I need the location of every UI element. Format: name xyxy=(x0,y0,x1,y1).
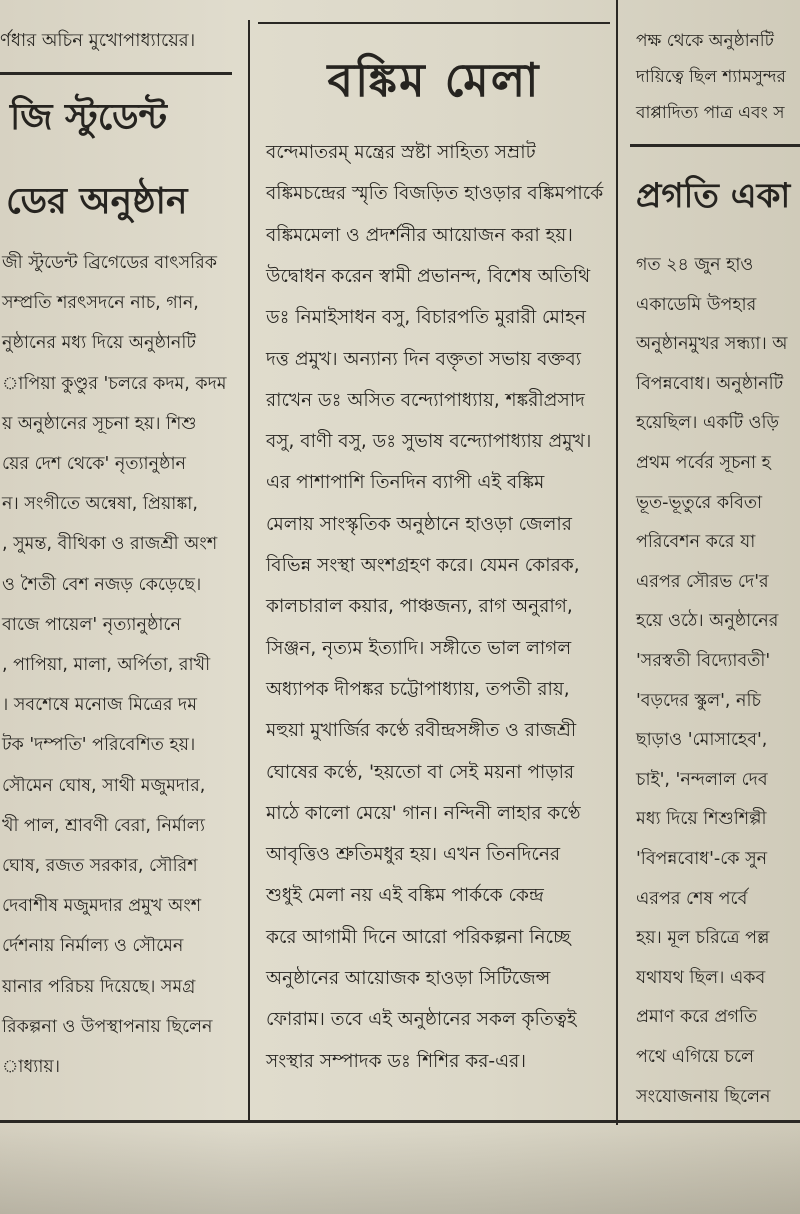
text-line: মাঠে কালো মেয়ে' গান। নন্দিনী লাহার কণ্ঠে xyxy=(266,802,581,824)
text-line: হয়েছিল। একটি ওড়ি xyxy=(636,413,780,434)
text-line: বন্দেমাতরম্ মন্ত্রের স্রষ্টা সাহিত্য সম্রাট xyxy=(266,142,536,163)
text-line: এরপর সৌরভ দে'র xyxy=(636,571,769,592)
left-headline-line-1: জি স্টুডেন্ট xyxy=(10,97,168,138)
column-rule-right xyxy=(616,0,618,1125)
text-line: ঘোষ, রজত সরকার, সৌরিশ xyxy=(2,856,198,876)
article-title: বঙ্কিম মেলা xyxy=(327,53,541,107)
text-line: 'বিপন্নবোধ'-কে সুন xyxy=(636,849,768,869)
middle-article xyxy=(258,20,610,1120)
text-line: এর পাশাপাশি তিনদিন ব্যাপী এই বঙ্কিম xyxy=(266,472,545,494)
text-line: ফোরাম। তবে এই অনুষ্ঠানের সকল কৃতিত্বই xyxy=(266,1009,577,1031)
text-line: রিকল্পনা ও উপস্থাপনায় ছিলেন xyxy=(2,1016,213,1037)
text-line: বঙ্কিমচন্দ্রের স্মৃতি বিজড়িত হাওড়ার বঙ্কিমপার্কে xyxy=(266,183,604,205)
text-line: প্রথম পর্বের সূচনা হ xyxy=(636,453,771,473)
column-rule-left xyxy=(248,20,250,1120)
text-line: মধ্য দিয়ে শিশুশিল্পী xyxy=(636,809,767,830)
text-line: য়ানার পরিচয় দিয়েছে। সমগ্র xyxy=(2,976,196,997)
text-line: ডঃ নিমাইসাধন বসু, বিচারপতি মুরারী মোহন xyxy=(266,307,586,329)
text-line: অনুষ্ঠানের আয়োজক হাওড়া সিটিজেন্স xyxy=(266,968,551,989)
text-line: পরিবেশন করে যা xyxy=(636,532,756,553)
text-line: বাজে পায়েল' নৃত্যানুষ্ঠানে xyxy=(2,614,181,635)
text-line: াপিয়া কুণ্ডুর 'চলরে কদম, কদম xyxy=(2,373,227,394)
text-line: রাখেন ডঃ অসিত বন্দ্যোপাধ্যায়, শঙ্করীপ্রসাদ xyxy=(266,389,585,411)
text-line: কালচারাল কয়ার, পাঞ্চজন্য, রাগ অনুরাগ, xyxy=(266,596,573,618)
text-line: অধ্যাপক দীপঙ্কর চট্টোপাধ্যায়, তপতী রায়, xyxy=(266,678,570,700)
text-line: ঘোষের কণ্ঠে, 'হয়তো বা সেই ময়না পাড়ার xyxy=(266,761,575,783)
text-line: একাডেমি উপহার xyxy=(636,294,757,315)
text-line: । সবশেষে মনোজ মিত্রের দম xyxy=(2,695,197,716)
text-line: র্দেশনায় নির্মাল্য ও সৌমেন xyxy=(2,936,184,957)
text-line: টক 'দম্পতি' পরিবেশিত হয়। xyxy=(2,735,196,756)
text-line: 'বড়দের স্কুল', নচি xyxy=(636,690,761,711)
text-line: পথে এগিয়ে চলে xyxy=(636,1047,755,1067)
text-line: বসু, বাণী বসু, ডঃ সুভাষ বন্দ্যোপাধ্যায় প্রমুখ। xyxy=(266,431,592,453)
text-line: বিভিন্ন সংস্থা অংশগ্রহণ করে। যেমন কোরক, xyxy=(266,555,580,576)
text-line: প্রমাণ করে প্রগতি xyxy=(636,1007,758,1028)
text-line: ন। সংগীতে অন্বেষা, প্রিয়াঙ্কা, xyxy=(2,494,198,515)
left-article xyxy=(0,0,240,1214)
text-line: , পাপিয়া, মালা, অর্পিতা, রাখী xyxy=(2,655,211,675)
text-line: , সুমন্ত, বীথিকা ও রাজশ্রী অংশ xyxy=(2,534,218,555)
text-line: সংযোজনায় ছিলেন xyxy=(636,1086,771,1107)
text-line: ভূত-ভূতুরে কবিতা xyxy=(636,492,763,513)
text-line: 'সরস্বতী বিদ্যোবতী' xyxy=(636,651,771,671)
text-line: াধ্যায়। xyxy=(2,1057,60,1077)
right-headline: প্রগতি একা xyxy=(636,176,791,216)
left-top-line: র্ণধার অচিন মুখোপাধ্যায়ের। xyxy=(0,30,196,51)
text-line: দত্ত প্রমুখ। অন্যান্য দিন বক্তৃতা সভায় বক্তব্য xyxy=(266,348,582,370)
text-line: বঙ্কিমমেলা ও প্রদর্শনীর আয়োজন করা হয়। xyxy=(266,224,573,246)
text-line: মহুয়া মুখার্জির কণ্ঠে রবীন্দ্রসঙ্গীত ও রাজশ্রী xyxy=(266,720,577,742)
text-line: পক্ষ থেকে অনুষ্ঠানটি xyxy=(636,31,774,51)
text-line: অনুষ্ঠানমুখর সন্ধ্যা। অ xyxy=(636,334,788,355)
text-line: ছাড়াও 'মোসাহেব', xyxy=(636,730,768,751)
text-line: সিঞ্জন, নৃত্যম ইত্যাদি। সঙ্গীতে ভাল লাগল xyxy=(266,637,572,659)
text-line: করে আগামী দিনে আরো পরিকল্পনা নিচ্ছে xyxy=(266,926,571,948)
text-line: য়ের দেশ থেকে' নৃত্যানুষ্ঠান xyxy=(2,454,186,474)
text-line: দায়িত্বে ছিল শ্যামসুন্দর xyxy=(636,67,786,87)
text-line: সম্প্রতি শরৎসদনে নাচ, গান, xyxy=(2,293,199,314)
text-line: য় অনুষ্ঠানের সূচনা হয়। শিশু xyxy=(2,413,197,434)
text-line: জী স্টুডেন্ট ব্রিগেডের বাৎসরিক xyxy=(2,253,218,273)
left-headline-line-2: ডের অনুষ্ঠান xyxy=(6,181,188,222)
text-line: সৌমেন ঘোষ, সাথী মজুমদার, xyxy=(2,775,206,796)
text-line: চাই', 'নন্দলাল দেব xyxy=(636,769,768,790)
text-line: নুষ্ঠানের মধ্য দিয়ে অনুষ্ঠানটি xyxy=(2,333,196,354)
text-line: হয়। মূল চরিত্রে পল্ল xyxy=(636,928,770,949)
text-line: আবৃত্তিও শ্রুতিমধুর হয়। এখন তিনদিনের xyxy=(266,844,561,866)
text-line: সংস্থার সম্পাদক ডঃ শিশির কর-এর। xyxy=(266,1050,526,1072)
text-line: বাপ্পাদিত্য পাত্র এবং স xyxy=(636,103,785,123)
text-line: যথাযথ ছিল। একব xyxy=(636,967,766,988)
right-article xyxy=(626,0,800,1214)
text-line: বিপন্নবোধ। অনুষ্ঠানটি xyxy=(636,373,784,394)
text-line: খী পাল, শ্রাবণী বেরা, নির্মাল্য xyxy=(2,815,205,836)
page-shadow xyxy=(0,1120,800,1214)
text-line: এরপর শেষ পর্বে xyxy=(636,888,748,909)
text-line: শুধুই মেলা নয় এই বঙ্কিম পার্ককে কেন্দ্র xyxy=(266,885,544,907)
text-line: ও শৈতী বেশ নজড় কেড়েছে। xyxy=(2,574,202,595)
text-line: গত ২৪ জুন হাও xyxy=(636,255,754,275)
text-line: হয়ে ওঠে। অনুষ্ঠানের xyxy=(636,611,779,632)
text-line: উদ্বোধন করেন স্বামী প্রভানন্দ, বিশেষ অতিথি xyxy=(266,265,591,287)
text-line: মেলায় সাংস্কৃতিক অনুষ্ঠানে হাওড়া জেলার xyxy=(266,513,572,535)
text-line: দেবাশীষ মজুমদার প্রমুখ অংশ xyxy=(2,896,202,917)
